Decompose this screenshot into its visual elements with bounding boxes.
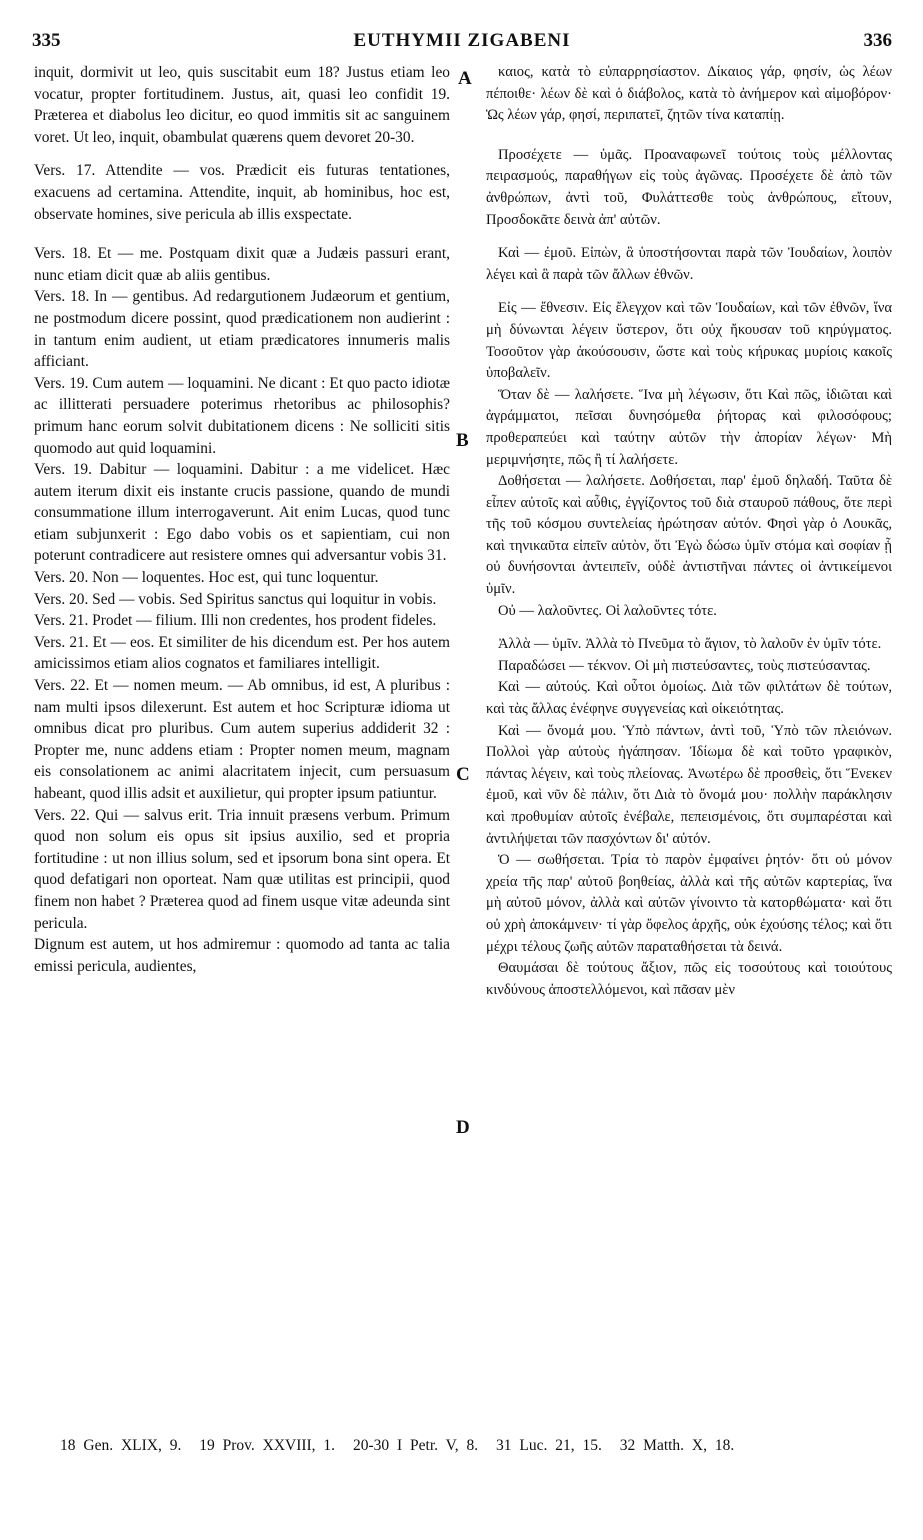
- footnote: 32 Matth. X, 18.: [619, 1437, 735, 1454]
- latin-paragraph: Vers. 17. Attendite — vos. Prædicit eis futuras tentationes, exacuens ad certamina. Attendite, inquit, ab hominibus, hoc est, observate homines, sive pericula ab illis exspectate.: [34, 162, 450, 223]
- latin-paragraph: Dignum est autem, ut hos admiremur : quomodo ad tanta ac talia emissi pericula, audientes,: [34, 936, 450, 975]
- greek-paragraph: Εἰς — ἔθνεσιν. Εἰς ἔλεγχον καὶ τῶν Ἰουδαίων, καὶ τῶν ἐθνῶν, ἵνα μὴ δύνωνται λέγειν ὕστερον, ὅτι οὐχ ἤκουσαν τοῦ κηρύγματος. Τοσοῦτον γὰρ ἀκούσουσιν, ὥστε καὶ τοὺς κήρυκας μυρίοις κακοῖς ὑποβαλεῖν.: [486, 300, 892, 382]
- greek-paragraph: Θαυμάσαι δὲ τούτους ἄξιον, πῶς εἰς τοσούτους καὶ τοιούτους κινδύνους ἀποστελλόμενοι, καὶ πᾶσαν μὲν: [486, 960, 892, 998]
- latin-paragraph: Vers. 18. In — gentibus. Ad redargutionem Judæorum et gentium, ne postmodum dicere possint, quod prædicationem non audierint : in tantum enim audient, ut etiam prædicatores innumeris malis afficiant.: [34, 288, 450, 371]
- greek-paragraph: Προσέχετε — ὑμᾶς. Προαναφωνεῖ τούτοις τοὺς μέλλοντας πειρασμούς, παραθήγων εἰς τοὺς ἀγῶνας. Προσέχετε δὲ ἀπὸ τῶν ἀνθρώπων, ἀντὶ τοῦ, Φυλάττεσθε τοὺς ἀνθρώπους, εἴτουν, Προσδοκᾶτε δεινὰ ἀπ' αὐτῶν.: [486, 146, 892, 228]
- greek-paragraph: Ὅταν δὲ — λαλήσετε. Ἵνα μὴ λέγωσιν, ὅτι Καὶ πῶς, ἰδιῶται καὶ ἀγράμματοι, πεῖσαι δυνησόμεθα ῥήτορας καὶ φιλοσόφους; προθεραπεύει καὶ ταύτην αὐτῶν τὴν ἀπορίαν λέγων· Μὴ μεριμνήσητε, πῶς ἢ τί λαλήσετε.: [486, 386, 892, 468]
- latin-paragraph: Vers. 18. Et — me. Postquam dixit quæ a Judæis passuri erant, nunc etiam dicit quæ ab aliis gentibus.: [34, 245, 450, 284]
- latin-paragraph: Vers. 19. Dabitur — loquamini. Dabitur : a me videlicet. Hæc autem iterum dixit eis instante crucis passione, quando de mundi consummatione illum interrogaverunt. Ait enim Lucas, quod tunc etiam subjunxerit : Ego dabo vobis os et sapientiam, cui non poterunt contradicere aut resistere omnes qui adversantur vobis 31.: [34, 461, 450, 565]
- greek-paragraph: Καὶ — ἐμοῦ. Εἰπὼν, ἃ ὑποστήσονται παρὰ τῶν Ἰουδαίων, λοιπὸν λέγει καὶ ἃ παρὰ τῶν ἄλλων ἐθνῶν.: [486, 245, 892, 283]
- page-number-right: 336: [863, 30, 892, 51]
- page-header: [32, 30, 892, 60]
- latin-paragraph: Vers. 21. Et — eos. Et similiter de his dicendum est. Per hos autem amicissimos etiam alios cognatos et familiares intelligit.: [34, 633, 450, 673]
- latin-paragraph: Vers. 22. Qui — salvus erit. Tria innuit præsens verbum. Primum quod non solum eis opus sit ipsius auxilio, sed et propria fortitudine : ut non illius solum, sed et ipsorum bona sint opera. Et quod defatigari non oporteat. Nam quæ utilitas est principii, quod finem non habet ? Præterea quod ad finem usque vitæ adeunda sint pericula.: [34, 806, 450, 932]
- footnote: 20-30 I Petr. V, 8.: [352, 1437, 479, 1454]
- margin-mark-b: B: [456, 430, 469, 451]
- latin-paragraph: Vers. 21. Prodet — filium. Illi non credentes, hos prodent fideles.: [34, 612, 437, 630]
- latin-paragraph: Vers. 22. Et — nomen meum. — Ab omnibus, id est, A pluribus : nam multi ipsos dilexerunt. Est autem et hoc Scripturæ idioma ut omnibus dicat pro pluribus. Cum autem superius addiderit 32 : Propter me, nunc addens etiam : Propter nomen meum, magnam eis consolationem ac animi alacritatem injecit, cum persuasum habeant, quod illis adsit et auxilietur, qui propter ipsum patiuntur.: [34, 677, 450, 802]
- greek-paragraph: Καὶ — αὐτούς. Καὶ οὗτοι ὁμοίως. Διὰ τῶν φιλτάτων δὲ τούτων, καὶ τὰς ἄλλας ἐνέφηνε συγγενείας καὶ οἰκειότητας.: [486, 679, 892, 718]
- greek-paragraph: Δοθήσεται — λαλήσετε. Δοθήσεται, παρ' ἐμοῦ δηλαδή. Ταῦτα δὲ εἶπεν αὐτοῖς καὶ αὖθις, ἐγγίζοντος τοῦ διὰ σταυροῦ πάθους, ὅτε περὶ τῆς τοῦ κόσμου συντελείας ἠρώτησαν αὐτόν. Φησὶ γὰρ ὁ Λουκᾶς, καὶ τηνικαῦτα εἰπεῖν αὐτὸν, ὅτι Ἐγὼ δώσω ὑμῖν στόμα καὶ σοφίαν ᾗ οὐ δυνήσονται ἀντειπεῖν, οὐδὲ ἀντιστῆναι πάντες οἱ ἀντικείμενοι ὑμῖν.: [486, 473, 892, 598]
- footnote: 18 Gen. XLIX, 9.: [60, 1437, 182, 1454]
- margin-mark-a: A: [458, 68, 472, 89]
- greek-paragraph: καιος, κατὰ τὸ εὐπαρρησίαστον. Δίκαιος γάρ, φησίν, ὡς λέων πέποιθε· λέων δὲ καὶ ὁ διάβολος, κατὰ τὸ ἀνήμερον καὶ αἱμοβόρον· Ὡς λέων γάρ, φησί, περιπατεῖ, ζητῶν τίνα καταπίῃ.: [486, 64, 892, 124]
- margin-mark-d: D: [456, 1117, 470, 1138]
- greek-column: [486, 62, 892, 1001]
- footnote: 31 Luc. 21, 15.: [496, 1437, 602, 1454]
- greek-paragraph: Παραδώσει — τέκνον. Οἱ μὴ πιστεύσαντες, τοὺς πιστεύσαντας.: [498, 657, 871, 674]
- footnote: 19 Prov. XXVIII, 1.: [199, 1437, 336, 1454]
- greek-paragraph: Ὁ — σωθήσεται. Τρία τὸ παρὸν ἐμφαίνει ῥητόν· ὅτι οὐ μόνον χρεία τῆς παρ' αὐτοῦ βοηθείας, ἀλλὰ καὶ τῆς αὐτῶν καρτερίας, ἵνα μὴ αὐτοῦ μόνον, ἀλλὰ καὶ αὐτῶν γίνοιντο τὰ κατορθώματα· καὶ ὅτι οὐ χρὴ ἀποκάμνειν· τί γὰρ ὄφελος ἀρχῆς, οὐκ ἐχούσης τέλος; καὶ ὅτι μέχρι τέλους ζωῆς αὐτῶν παραταθήσεται τὰ δεινά.: [486, 852, 892, 955]
- margin-mark-c: C: [456, 764, 470, 785]
- latin-paragraph: Vers. 20. Non — loquentes. Hoc est, qui tunc loquentur.: [34, 569, 379, 587]
- latin-paragraph: Vers. 20. Sed — vobis. Sed Spiritus sanctus qui loquitur in vobis.: [34, 590, 437, 608]
- latin-paragraph: inquit, dormivit ut leo, quis suscitabit eum 18? Justus etiam leo vocatur, propter fortitudinem. Justus, ait, quasi leo confidit 19. Præterea et diabolus leo dicitur, eo quod immitis sit ac sanguinem voret. Ut leo, inquit, obambulat quærens quem devoret 20-30.: [34, 64, 450, 146]
- greek-paragraph: Ἀλλὰ — ὑμῖν. Ἀλλὰ τὸ Πνεῦμα τὸ ἅγιον, τὸ λαλοῦν ἐν ὑμῖν τότε.: [498, 636, 882, 653]
- footnotes: [60, 1437, 880, 1455]
- latin-paragraph: Vers. 19. Cum autem — loquamini. Ne dicant : Et quo pacto idiotæ ac illitterati persuadere poterimus rhetoribus ac philosophis? primum hanc eorum solvit dubitationem dicens : Ne solliciti sitis quomodo aut quid loquamini.: [34, 374, 450, 457]
- greek-paragraph: Καὶ — ὄνομά μου. Ὑπὸ πάντων, ἀντὶ τοῦ, Ὑπὸ τῶν πλειόνων. Πολλοὶ γὰρ αὐτοὺς ἠγάπησαν. Ἰδίωμα δὲ καὶ τοῦτο γραφικὸν, πάντας λέγειν, καὶ τοὺς πλείονας. Ἀνωτέρω δὲ προσθεὶς, ὅτι Ἕνεκεν ἐμοῦ, καὶ νῦν δὲ πάλιν, ὅτι Διὰ τὸ ὄνομά μου· πολλὴν παράκλησιν καὶ προθυμίαν αὐτοῖς ἐνέβαλε, πεπεισμένοις, ὅτι συμπαρέσται καὶ ἀντιλήψεται τῶν πασχόντων δι' αὐτόν.: [486, 722, 892, 847]
- running-title: EUTHYMII ZIGABENI: [353, 30, 571, 51]
- latin-column: [34, 62, 450, 977]
- greek-paragraph: Οὐ — λαλοῦντες. Οἱ λαλοῦντες τότε.: [498, 602, 717, 619]
- page-number-left: 335: [32, 30, 61, 51]
